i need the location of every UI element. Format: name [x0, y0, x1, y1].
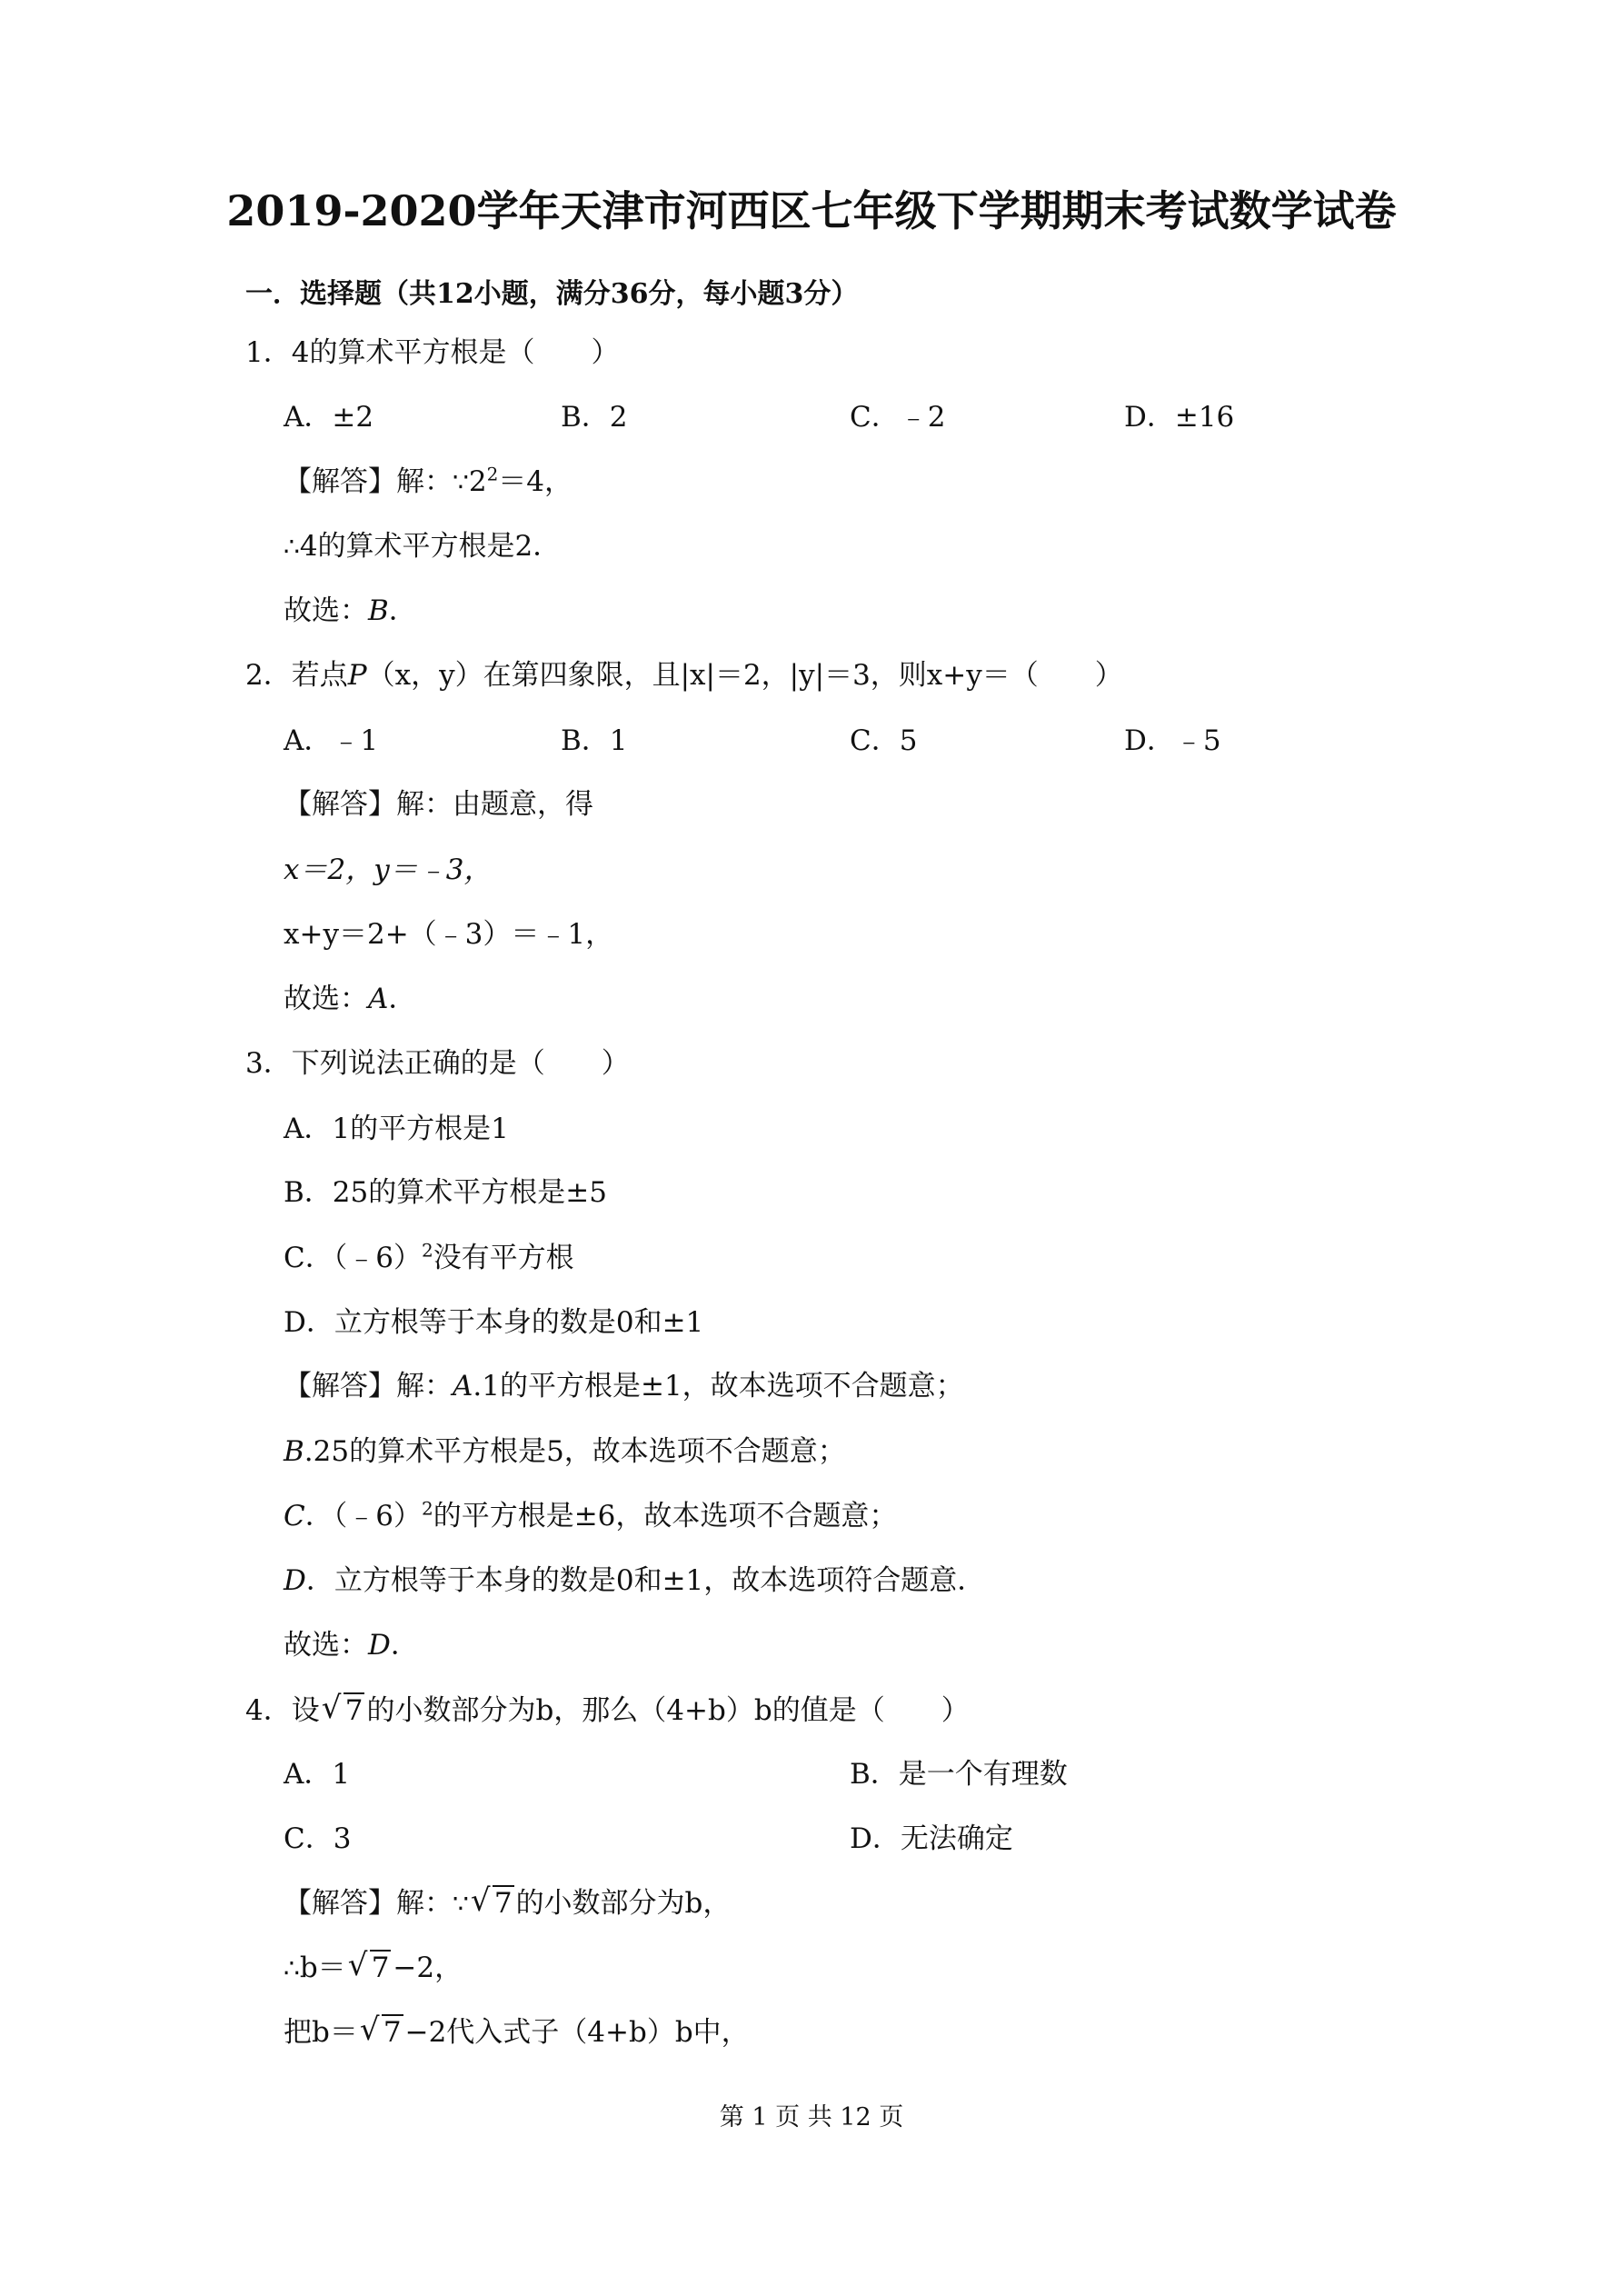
question-1-options: [284, 399, 1465, 435]
q3-option-a: A．1的平方根是1: [284, 1113, 509, 1145]
q4-solution-line-2: ∴b＝√ 7 −2，: [284, 1950, 463, 1987]
q2-option-c: C．5: [850, 724, 918, 757]
page-title: 2019-2020学年天津市河西区七年级下学期期末考试数学试卷: [226, 186, 1397, 235]
question-4-options-row-1: [284, 1756, 1465, 1792]
q4-option-c: C．3: [284, 1822, 352, 1855]
question-3-stem: 3．下列说法正确的是（ ）: [245, 1047, 630, 1080]
q2-option-b: B．1: [561, 724, 628, 757]
therefore-symbol: ∴: [284, 532, 300, 562]
sqrt-symbol: √ 7: [471, 1885, 514, 1922]
q3-solution-line-2: B.25的算术平方根是5，故本选项不合题意；: [284, 1435, 846, 1468]
page-footer: 第 1 页 共 12 页: [719, 2103, 904, 2131]
sqrt-symbol: √ 7: [360, 2014, 403, 2051]
therefore-symbol: ∴: [284, 1953, 300, 1983]
q3-solution-line-1: 【解答】解：A.1的平方根是±1，故本选项不合题意；: [284, 1370, 964, 1403]
q3-solution-line-4: D．立方根等于本身的数是0和±1，故本选项符合题意．: [284, 1564, 986, 1597]
q2-option-a: A．﹣1: [284, 724, 379, 757]
q4-option-a: A．1: [284, 1758, 351, 1791]
q3-option-c: C．（﹣6）$^2$没有平方根: [284, 1239, 574, 1274]
section-heading: 一．选择题（共12小题，满分36分，每小题3分）: [245, 278, 859, 310]
sqrt-symbol: √ 7: [322, 1692, 365, 1729]
q3-option-d: D．立方根等于本身的数是0和±1: [284, 1306, 704, 1339]
q1-option-a: A．±2: [284, 401, 374, 434]
q1-solution-line-1: 【解答】解：$\because 2^2=4$，: [284, 463, 573, 498]
q4-solution-line-3: 把b＝√ 7 −2代入式子（4+b）b中，: [284, 2014, 750, 2051]
q1-option-b: B．2: [561, 401, 628, 434]
question-2-stem: 2．若点P（x，y）在第四象限，且|x|＝2，|y|＝3，则x+y＝（ ）: [245, 659, 1123, 692]
question-2-options: [284, 723, 1465, 759]
q4-solution-line-1: 【解答】解：∵√ 7 的小数部分为b，: [284, 1885, 731, 1922]
q2-option-d: D．﹣5: [1124, 724, 1221, 757]
q2-solution-line-3: x+y＝2+（﹣3）＝﹣1，: [284, 918, 614, 951]
q3-option-b: B．25的算术平方根是±5: [284, 1176, 607, 1209]
q3-solution-line-3: C．（﹣6）$^2$的平方根是±6，故本选项不合题意；: [284, 1497, 898, 1532]
because-symbol: ∵: [453, 467, 469, 497]
q4-option-b: B．是一个有理数: [850, 1758, 1068, 1791]
question-4-options-row-2: [284, 1821, 1465, 1857]
q2-solution-line-1: 【解答】解：由题意，得: [284, 788, 593, 821]
sqrt-symbol: √ 7: [348, 1950, 392, 1986]
because-symbol: ∵: [453, 1889, 469, 1919]
q3-answer: 故选：D．: [284, 1629, 419, 1662]
q1-solution-line-2: ∴4的算术平方根是2．: [284, 530, 562, 563]
question-1-stem: 1．4的算术平方根是（ ）: [245, 336, 620, 369]
question-4-stem: 4．设√ 7 的小数部分为b，那么（4+b）b的值是（ ）: [245, 1692, 970, 1729]
q4-option-d: D．无法确定: [850, 1822, 1013, 1855]
q1-option-d: D．±16: [1124, 401, 1235, 434]
q2-answer: 故选：A．: [284, 983, 417, 1015]
q2-solution-line-2: x＝2，y＝﹣3，: [284, 854, 493, 886]
q1-answer: 故选：B．: [284, 594, 417, 627]
q1-option-c: C．﹣2: [850, 401, 946, 434]
